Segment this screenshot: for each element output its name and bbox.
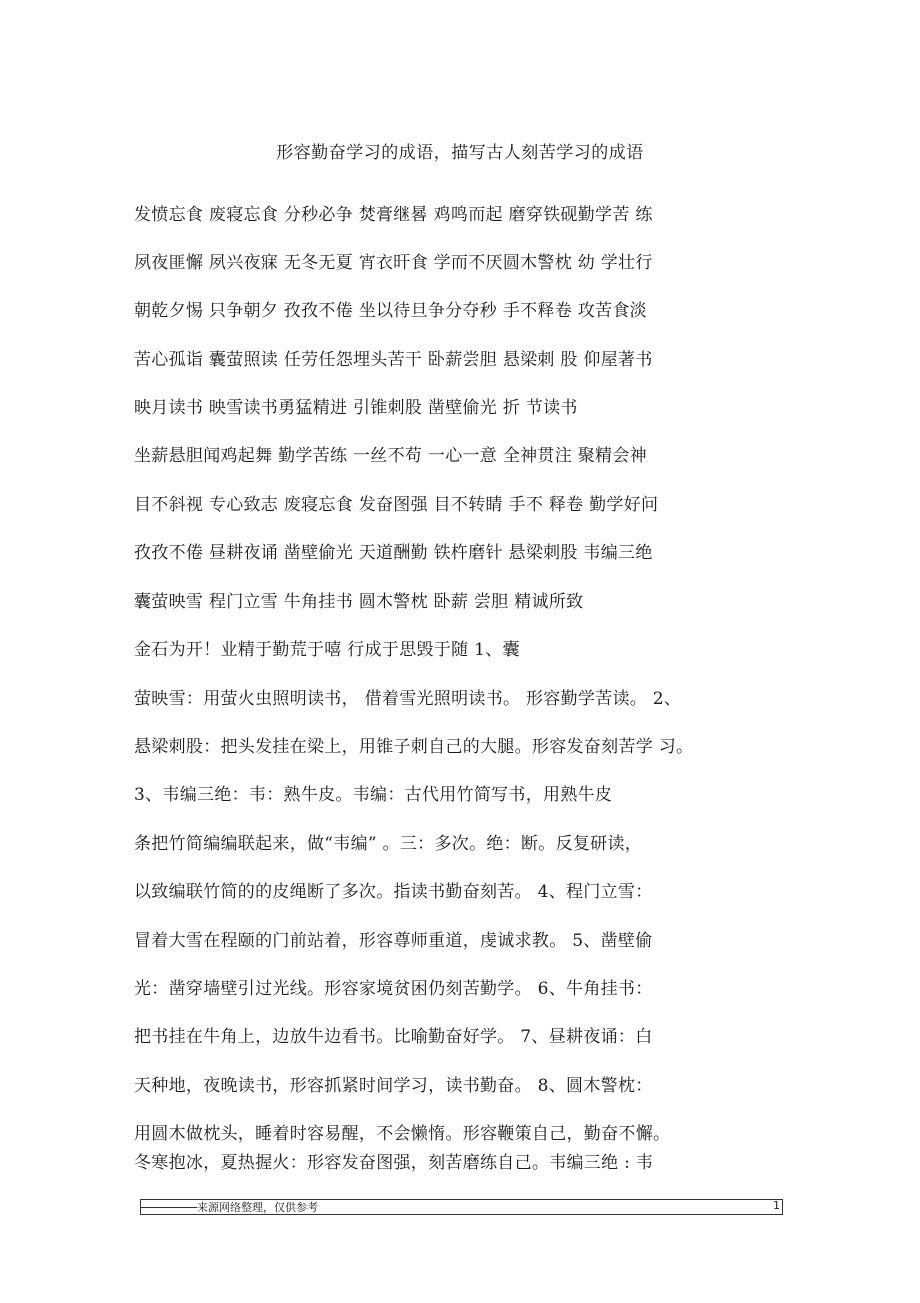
- text-line: 坐薪悬胆闻鸡起舞 勤学苦练 一丝不苟 一心一意 全神贯注 聚精会神: [134, 446, 647, 466]
- text-line: 夙夜匪懈 夙兴夜寐 无冬无夏 宵衣旰食 学而不厌圆木警枕 幼 学壮行: [134, 253, 653, 273]
- text-line: 孜孜不倦 昼耕夜诵 凿壁偷光 天道酬勤 铁杵磨针 悬梁刺股 韦编三绝: [134, 543, 653, 563]
- text-line: 萤映雪：用萤火虫照明读书， 借着雪光照明读书。 形容勤学苦读。 2、: [134, 689, 682, 709]
- text-line: 把书挂在牛角上，边放牛边看书。比喻勤奋好学。 7、昼耕夜诵：白: [134, 1027, 653, 1047]
- text-line: 光：凿穿墙壁引过光线。形容家境贫困仍刻苦勤学。 6、牛角挂书：: [134, 979, 653, 999]
- text-line: 映月读书 映雪读书勇猛精进 引锥刺股 凿壁偷光 折 节读书: [134, 398, 578, 418]
- text-line: 金石为开！业精于勤荒于嘻 行成于思毁于随 1、囊: [134, 640, 520, 660]
- footer-source-note: 来源网络整理，仅供参考: [197, 1201, 318, 1214]
- text-line: 苦心孤诣 囊萤照读 任劳任怨埋头苦干 卧薪尝胆 悬梁刺 股 仰屋著书: [134, 350, 653, 370]
- text-line: 朝乾夕惕 只争朝夕 孜孜不倦 坐以待旦争分夺秒 手不释卷 攻苦食淡: [134, 301, 647, 321]
- footer-rule: [141, 1207, 197, 1208]
- page-number: 1: [773, 1199, 780, 1212]
- text-line: 冬寒抱冰，夏热握火：形容发奋图强，刻苦磨练自己。韦编三绝 : 韦: [134, 1153, 654, 1173]
- text-line: 天种地，夜晚读书，形容抓紧时间学习，读书勤奋。 8、圆木警枕：: [134, 1076, 653, 1096]
- text-line: 囊萤映雪 程门立雪 牛角挂书 圆木警枕 卧薪 尝胆 精诚所致: [134, 592, 584, 612]
- text-line: 目不斜视 专心致志 废寝忘食 发奋图强 目不转睛 手不 释卷 勤学好问: [134, 495, 659, 515]
- text-line: 冒着大雪在程颐的门前站着，形容尊师重道，虔诚求教。 5、凿壁偷: [134, 931, 653, 951]
- text-line: 条把竹简编编联起来，做“韦编” 。三：多次。绝：断。反复研读，: [134, 834, 643, 854]
- page-footer: [140, 1199, 783, 1215]
- text-line: 以致编联竹简的的皮绳断了多次。指读书勤奋刻苦。 4、程门立雪：: [134, 882, 653, 902]
- text-line: 发愤忘食 废寝忘食 分秒必争 焚膏继晷 鸡鸣而起 磨穿铁砚勤学苦 练: [134, 205, 653, 225]
- text-line: 悬梁刺股：把头发挂在梁上，用锥子刺自己的大腿。形容发奋刻苦学 习。: [134, 737, 694, 757]
- page-title: 形容勤奋学习的成语，描写古人刻苦学习的成语: [276, 143, 644, 163]
- text-line: 3、韦编三绝：韦：熟牛皮。韦编：古代用竹简写书，用熟牛皮: [134, 785, 613, 805]
- text-line: 用圆木做枕头，睡着时容易醒，不会懒惰。形容鞭策自己，勤奋不懈。: [134, 1124, 671, 1144]
